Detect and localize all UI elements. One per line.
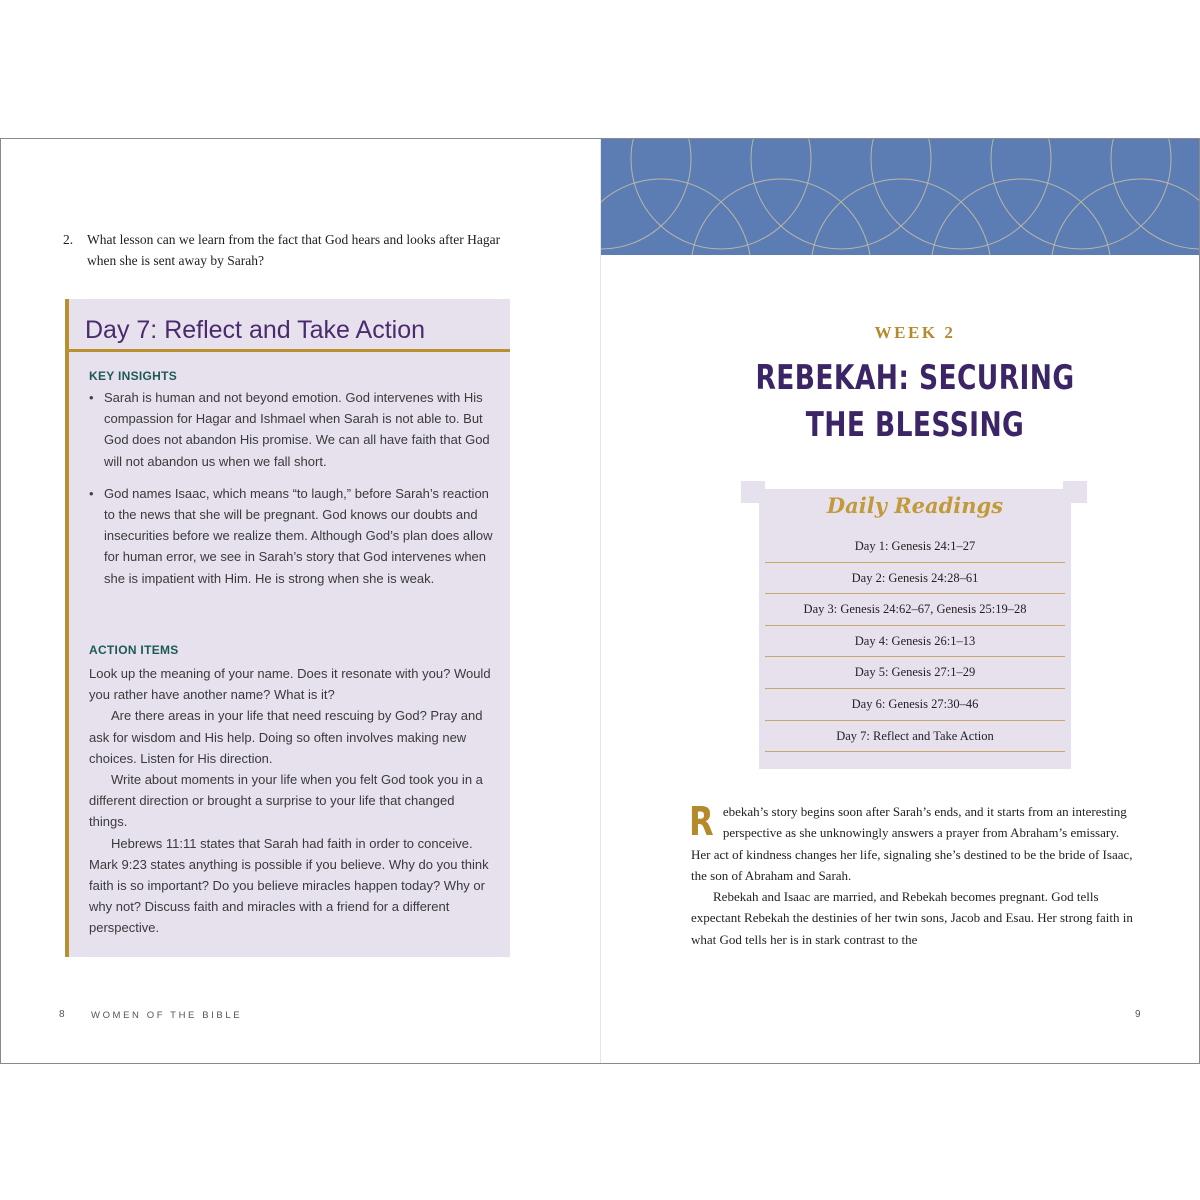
- question-number: 2.: [63, 232, 74, 247]
- reading-item: Day 4: Genesis 26:1–13: [765, 626, 1065, 658]
- day7-heading: Day 7: Reflect and Take Action: [85, 316, 426, 344]
- page-number-left: 8: [59, 1009, 65, 1020]
- decorative-pattern-band: [601, 139, 1199, 255]
- key-insights-list: [89, 387, 494, 589]
- page-spine: [600, 139, 601, 1063]
- chapter-body: [691, 801, 1141, 950]
- body-paragraph-text: ebekah’s story begins soon after Sarah’s ends, and it starts from an interesting perspective as she unknowingly answers a prayer from Abraham’s emissary. Her act of kindness changes her life, signaling she’s destined to be the bride of Isaac, the son of Abraham and Sarah.: [691, 804, 1133, 883]
- reading-item: Day 7: Reflect and Take Action: [765, 721, 1065, 753]
- action-item: Hebrews 11:11 states that Sarah had faith in order to conceive. Mark 9:23 states anything is possible if you believe. Why do you think faith is so important? Do you believe miracles happen today? Why or why not? Discuss faith and miracles with a friend for a different perspective.: [89, 835, 489, 936]
- action-item: Write about moments in your life when you felt God took you in a different direction or brought a surprise to your life that changed things.: [89, 772, 483, 830]
- review-question: [63, 229, 503, 271]
- reading-item: Day 2: Genesis 24:28–61: [765, 563, 1065, 595]
- action-items-label: ACTION ITEMS: [89, 643, 179, 657]
- reading-item: Day 5: Genesis 27:1–29: [765, 657, 1065, 689]
- day7-sidebar: [65, 299, 510, 957]
- key-insight-item: • Sarah is human and not beyond emotion. God intervenes with His compassion for Hagar and Ishmael when Sarah is not able to. But God does not abandon His promise. We can all have faith that God will not abandon us when we fall short.: [89, 387, 494, 472]
- reading-item: Day 6: Genesis 27:30–46: [765, 689, 1065, 721]
- circle-pattern-icon: [601, 139, 1199, 255]
- action-items: [89, 663, 494, 939]
- chapter-title: [670, 355, 1160, 449]
- chapter-title-line1: REBEKAH: SECURING: [755, 358, 1075, 398]
- chapter-title-line2: THE BLESSING: [805, 405, 1025, 445]
- page-number-right: 9: [1135, 1009, 1141, 1020]
- action-item: Look up the meaning of your name. Does it resonate with you? Would you rather have another name? What is it?: [89, 666, 491, 703]
- body-paragraph: [691, 801, 1141, 886]
- running-head: WOMEN OF THE BIBLE: [91, 1010, 243, 1021]
- week-label: WEEK 2: [874, 323, 956, 342]
- body-paragraph: Rebekah and Isaac are married, and Rebekah becomes pregnant. God tells expectant Rebekah the destinies of her twin sons, Jacob and Esau. Her strong faith in what God tells her is in stark contrast to the: [691, 889, 1133, 947]
- drop-cap: R: [689, 799, 714, 845]
- key-insight-item: • God names Isaac, which means “to laugh,” before Sarah’s reaction to the news that she will be pregnant. God knows our doubts and insecurities before we realize them. Although God’s plan does allow for human error, we see in Sarah’s story that God intervenes when she is impatient with Him. He is strong when she is weak.: [89, 483, 494, 589]
- question-text: What lesson can we learn from the fact that God hears and looks after Hagar when she is sent away by Sarah?: [87, 232, 501, 268]
- reading-item: Day 1: Genesis 24:1–27: [765, 531, 1065, 563]
- book-spread: [0, 138, 1200, 1064]
- daily-readings-list: [765, 531, 1065, 752]
- reading-item: Day 3: Genesis 24:62–67, Genesis 25:19–28: [765, 594, 1065, 626]
- key-insights-label: KEY INSIGHTS: [89, 369, 178, 383]
- day7-heading-bar: [69, 313, 510, 352]
- action-item: Are there areas in your life that need rescuing by God? Pray and ask for wisdom and His help. Doing so often involves making new choices. Listen for His direction.: [89, 708, 483, 766]
- daily-readings-title: Daily Readings: [826, 493, 1004, 518]
